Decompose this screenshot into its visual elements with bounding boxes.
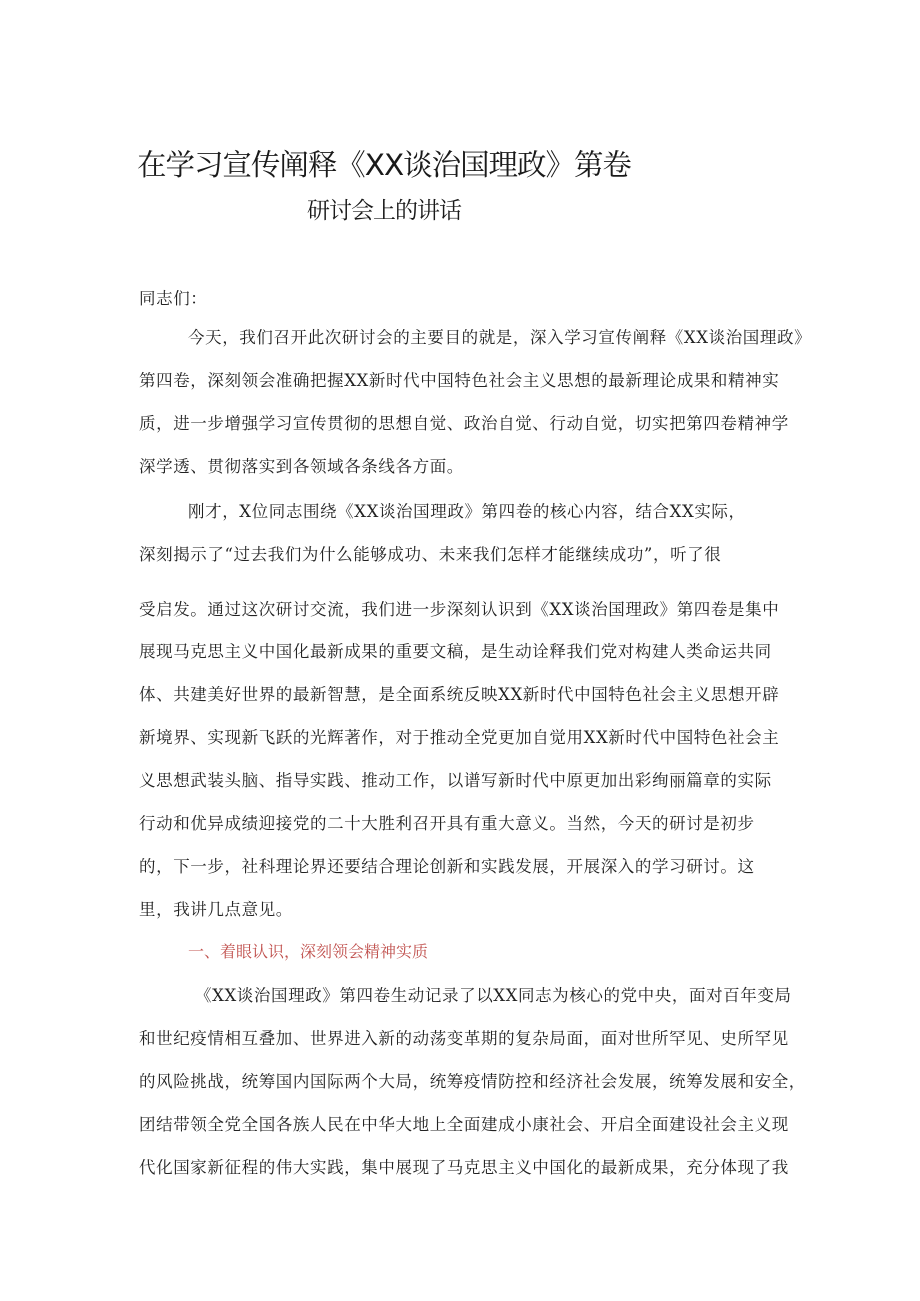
document-title-line-1: 在学习宣传阐释《XX谈治国理政》第卷 [137, 148, 631, 182]
body-line: 新境界、实现新飞跃的光辉著作，对于推动全党更加自觉用XX新时代中国特色社会主 [139, 728, 780, 747]
body-line: 《XX谈治国理政》第四卷生动记录了以XX同志为核心的党中央，面对百年变局 [195, 986, 792, 1005]
body-line: 展现马克思主义中国化最新成果的重要文稿，是生动诠释我们党对构建人类命运共同 [139, 642, 772, 661]
body-line: 行动和优异成绩迎接党的二十大胜利召开具有重大意义。当然，今天的研讨是初步 [139, 814, 755, 833]
document-title-line-2: 研讨会上的讲话 [307, 198, 461, 224]
body-line: 代化国家新征程的伟大实践，集中展现了马克思主义中国化的最新成果，充分体现了我 [139, 1158, 789, 1177]
body-line: 刚才，X位同志围绕《XX谈治国理政》第四卷的核心内容，结合XX实际， [188, 502, 746, 521]
body-line: 深刻揭示了“过去我们为什么能够成功、未来我们怎样才能继续成功”，听了很 [139, 545, 722, 564]
body-line: 团结带领全党全国各族人民在中华大地上全面建成小康社会、开启全面建设社会主义现 [139, 1115, 789, 1134]
body-line: 和世纪疫情相互叠加、世界进入新的动荡变革期的复杂局面，面对世所罕见、史所罕见 [139, 1029, 789, 1048]
body-line: 第四卷，深刻领会准确把握XX新时代中国特色社会主义思想的最新理论成果和精神实 [139, 371, 780, 390]
body-line: 深学透、贯彻落实到各领域各条线各方面。 [139, 457, 464, 476]
body-line: 里，我讲几点意见。 [139, 900, 293, 919]
body-line: 体、共建美好世界的最新智慧，是全面系统反映XX新时代中国特色社会主义思想开辟 [139, 685, 780, 704]
body-line: 受启发。通过这次研讨交流，我们进一步深刻认识到《XX谈治国理政》第四卷是集中 [139, 600, 780, 619]
body-line: 今天，我们召开此次研讨会的主要目的就是，深入学习宣传阐释《XX谈治国理政》 [188, 328, 812, 347]
body-line: 的，下一步，社科理论界还要结合理论创新和实践发展，开展深入的学习研讨。这 [139, 857, 755, 876]
body-line: 义思想武装头脑、指导实践、推动工作，以谱写新时代中原更加出彩绚丽篇章的实际 [139, 771, 772, 790]
section-heading: 一、着眼认识，深刻领会精神实质 [188, 942, 429, 961]
body-line: 质，进一步增强学习宣传贯彻的思想自觉、政治自觉、行动自觉，切实把第四卷精神学 [139, 414, 789, 433]
body-line: 的风险挑战，统筹国内国际两个大局，统筹疫情防控和经济社会发展，统筹发展和安全， [139, 1072, 806, 1091]
salutation: 同志们： [139, 289, 208, 308]
